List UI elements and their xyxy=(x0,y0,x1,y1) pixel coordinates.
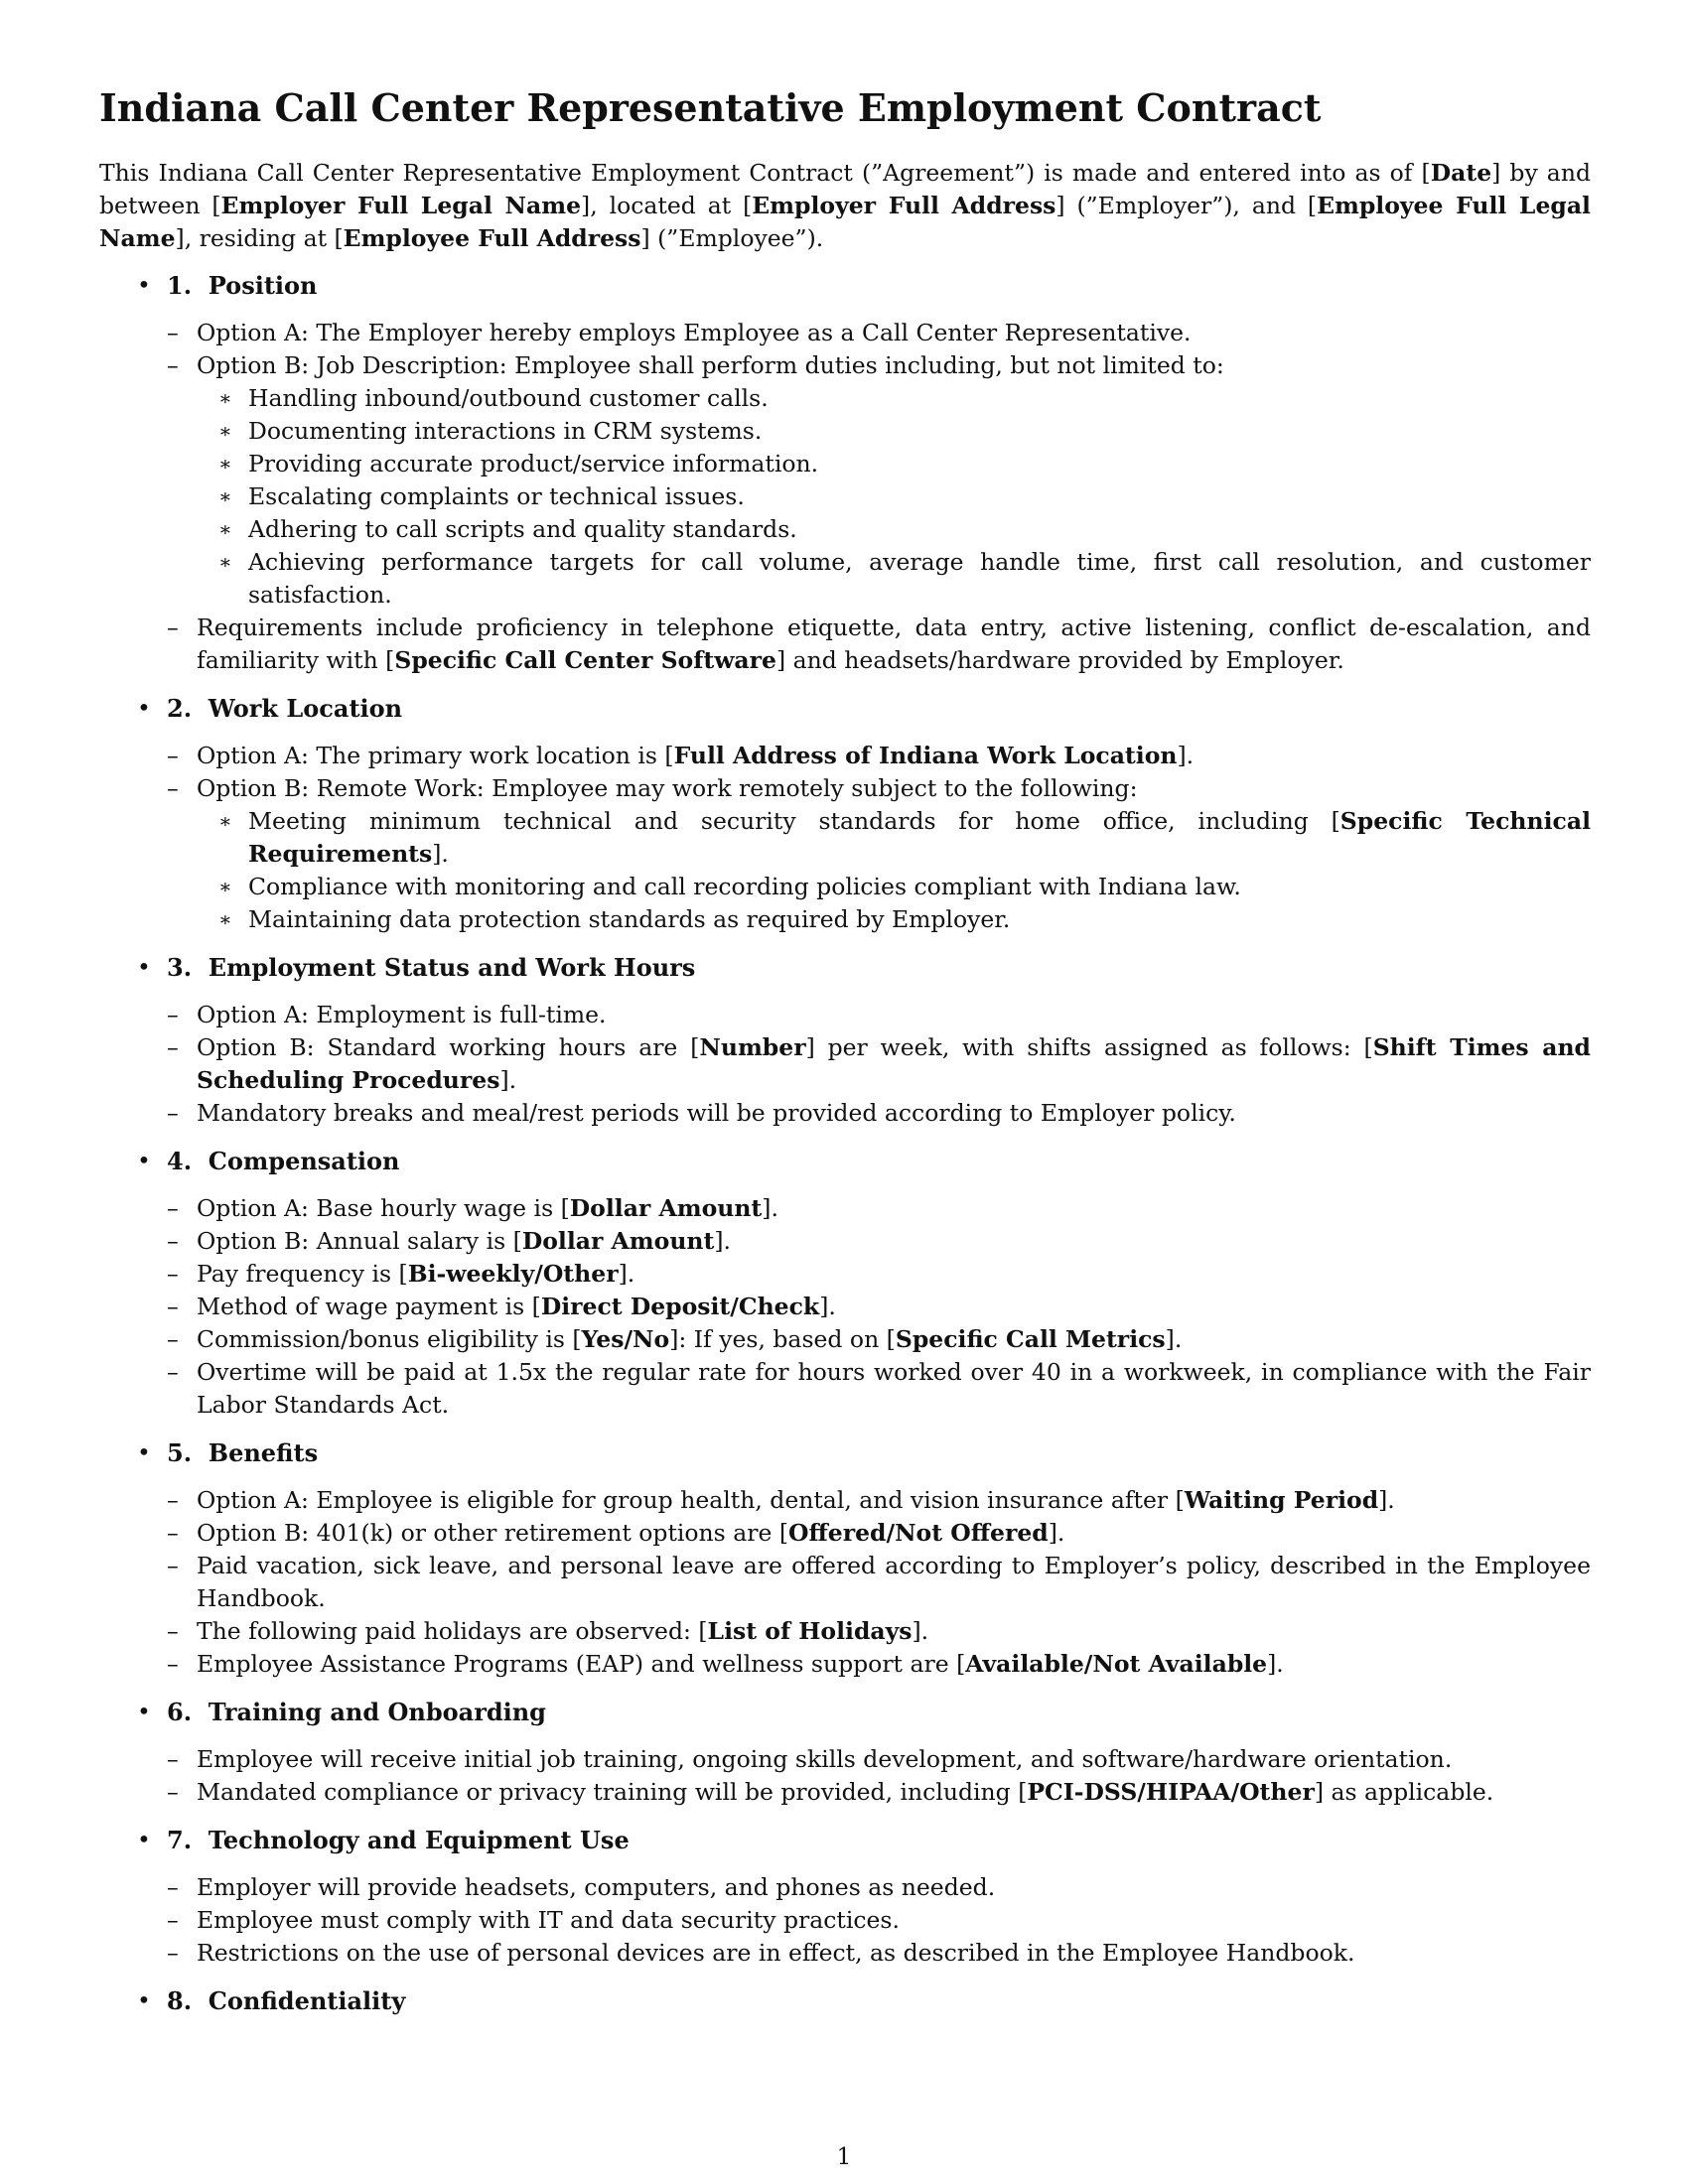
document-title: Indiana Call Center Representative Employment Contract xyxy=(99,85,1322,130)
dash-bullet-icon: – xyxy=(167,1000,179,1028)
section-5 xyxy=(99,1436,1591,1681)
section-2 xyxy=(99,692,1591,936)
placeholder-field: PCI-DSS/HIPAA/Other xyxy=(1027,1777,1315,1806)
dash-bullet-icon: – xyxy=(167,1292,179,1320)
sub-clause-item xyxy=(197,805,1591,871)
bullet-icon: • xyxy=(137,1697,151,1725)
clause-item xyxy=(167,1615,1591,1648)
section-heading xyxy=(167,1696,1591,1728)
section-7 xyxy=(99,1824,1591,1970)
clause-text xyxy=(197,740,1591,772)
text-run: ]. xyxy=(499,1065,517,1094)
placeholder-field: Waiting Period xyxy=(1184,1485,1379,1514)
sub-clause-list xyxy=(197,382,1591,612)
text-run: Option B: Remote Work: Employee may work remotely subject to the following: xyxy=(197,773,1138,802)
dash-bullet-icon: – xyxy=(167,741,179,769)
section-6 xyxy=(99,1696,1591,1809)
contract-page xyxy=(99,85,1591,2032)
dash-bullet-icon: – xyxy=(167,1259,179,1288)
bullet-icon: • xyxy=(137,1146,151,1174)
section-title: Work Location xyxy=(208,693,403,723)
dash-bullet-icon: – xyxy=(167,1485,179,1514)
sub-clause-text xyxy=(248,382,1591,415)
text-run: ] (”Employer”), and [ xyxy=(1055,191,1318,219)
sub-clause-text xyxy=(248,903,1591,936)
dash-bullet-icon: – xyxy=(167,1324,179,1353)
section-number: 8. xyxy=(167,1985,193,2015)
text-run: ]. xyxy=(1165,1324,1183,1353)
dash-bullet-icon: – xyxy=(167,1193,179,1222)
clause-item xyxy=(167,1937,1591,1970)
sub-clause-text xyxy=(248,448,1591,480)
section-number: 3. xyxy=(167,952,193,982)
clause-text xyxy=(197,1776,1591,1809)
clause-text xyxy=(197,349,1591,382)
sub-clause-text xyxy=(248,871,1591,903)
section-title: Technology and Equipment Use xyxy=(208,1825,630,1854)
bullet-icon: • xyxy=(137,1985,151,2014)
placeholder-field: Dollar Amount xyxy=(521,1226,715,1255)
section-number: 6. xyxy=(167,1697,193,1726)
asterisk-bullet-icon: ∗ xyxy=(218,483,232,508)
page-number: 1 xyxy=(836,2144,852,2170)
placeholder-field: Date xyxy=(1430,158,1492,187)
clause-item xyxy=(167,349,1591,612)
sub-clause-text xyxy=(248,546,1591,612)
text-run: Option A: Employment is full-time. xyxy=(197,1000,607,1028)
dash-bullet-icon: – xyxy=(167,613,179,641)
placeholder-field: Offered/Not Offered xyxy=(788,1518,1049,1547)
asterisk-bullet-icon: ∗ xyxy=(218,906,232,931)
dash-bullet-icon: – xyxy=(167,1649,179,1678)
text-run: ] by and between [ xyxy=(99,158,1591,219)
dash-bullet-icon: – xyxy=(167,1616,179,1645)
text-run: The following paid holidays are observed: [ xyxy=(197,1616,708,1645)
dash-bullet-icon: – xyxy=(167,1777,179,1806)
dash-bullet-icon: – xyxy=(167,350,179,379)
text-run: This Indiana Call Center Representative Employment Contract (”Agreement”) is made and entered into as of [ xyxy=(99,158,1431,187)
section-number: 5. xyxy=(167,1437,193,1467)
text-run: ], located at [ xyxy=(581,191,753,219)
section-heading xyxy=(167,269,1591,302)
section-1 xyxy=(99,269,1591,677)
dash-bullet-icon: – xyxy=(167,773,179,802)
text-run: ]. xyxy=(912,1616,929,1645)
section-heading xyxy=(167,1984,1591,2017)
asterisk-bullet-icon: ∗ xyxy=(218,549,232,574)
placeholder-field: Dollar Amount xyxy=(569,1193,763,1222)
text-run: Option A: Employee is eligible for group health, dental, and vision insurance after [ xyxy=(197,1485,1185,1514)
placeholder-field: Specific Call Center Software xyxy=(394,645,776,674)
dash-bullet-icon: – xyxy=(167,318,179,346)
text-run: Employee Assistance Programs (EAP) and wellness support are [ xyxy=(197,1649,966,1678)
section-3 xyxy=(99,951,1591,1130)
clause-text xyxy=(197,1743,1591,1776)
clause-list xyxy=(167,740,1591,936)
clause-text xyxy=(197,1225,1591,1258)
placeholder-field: Employer Full Address xyxy=(752,191,1056,219)
dash-bullet-icon: – xyxy=(167,1098,179,1127)
clause-list xyxy=(167,999,1591,1130)
placeholder-field: Employer Full Legal Name xyxy=(220,191,582,219)
clause-text xyxy=(197,1323,1591,1356)
section-title: Compensation xyxy=(208,1146,400,1175)
placeholder-field: Yes/No xyxy=(581,1324,670,1353)
section-number: 4. xyxy=(167,1146,193,1175)
text-run: Option B: Standard working hours are [ xyxy=(197,1032,700,1061)
dash-bullet-icon: – xyxy=(167,1226,179,1255)
text-run: ]. xyxy=(714,1226,731,1255)
placeholder-field: Shift Times and Scheduling Procedures xyxy=(197,1032,1591,1094)
clause-item xyxy=(167,740,1591,772)
text-run: Achieving performance targets for call volume, average handle time, first call resolution, and customer satisfaction. xyxy=(248,547,1591,609)
clause-item xyxy=(167,317,1591,349)
placeholder-field: Employee Full Legal Name xyxy=(99,191,1591,252)
text-run: Option B: 401(k) or other retirement options are [ xyxy=(197,1518,789,1547)
dash-bullet-icon: – xyxy=(167,1551,179,1579)
placeholder-field: Number xyxy=(699,1032,806,1061)
clause-list xyxy=(167,317,1591,677)
placeholder-field: Specific Call Metrics xyxy=(895,1324,1166,1353)
text-run: ] (”Employee”). xyxy=(640,223,824,252)
clause-text xyxy=(197,612,1591,677)
bullet-icon: • xyxy=(137,693,151,722)
text-run: Option B: Annual salary is [ xyxy=(197,1226,522,1255)
clause-item xyxy=(167,1904,1591,1937)
text-run: Pay frequency is [ xyxy=(197,1259,408,1288)
bullet-icon: • xyxy=(137,952,151,981)
intro-paragraph xyxy=(99,157,1591,255)
text-run: ]. xyxy=(819,1292,836,1320)
clause-item xyxy=(167,1743,1591,1776)
clause-text xyxy=(197,1615,1591,1648)
dash-bullet-icon: – xyxy=(167,1744,179,1773)
clause-item xyxy=(167,1550,1591,1615)
sub-clause-item xyxy=(197,871,1591,903)
clause-text xyxy=(197,1356,1591,1422)
text-run: Option B: Job Description: Employee shall perform duties including, but not limited to: xyxy=(197,350,1224,379)
text-run: Documenting interactions in CRM systems. xyxy=(248,416,763,445)
dash-bullet-icon: – xyxy=(167,1518,179,1547)
section-list xyxy=(99,269,1591,2017)
text-run: ]: If yes, based on [ xyxy=(669,1324,896,1353)
asterisk-bullet-icon: ∗ xyxy=(218,418,232,443)
clause-item xyxy=(167,1258,1591,1291)
placeholder-field: Full Address of Indiana Work Location xyxy=(673,741,1178,769)
text-run: Mandated compliance or privacy training will be provided, including [ xyxy=(197,1777,1028,1806)
sub-clause-text xyxy=(248,415,1591,448)
clause-item xyxy=(167,1648,1591,1681)
clause-list xyxy=(167,1192,1591,1422)
clause-item xyxy=(167,1484,1591,1517)
clause-item xyxy=(167,612,1591,677)
text-run: Adhering to call scripts and quality standards. xyxy=(248,514,797,543)
section-title: Benefits xyxy=(208,1437,319,1467)
dash-bullet-icon: – xyxy=(167,1905,179,1934)
text-run: Option A: Base hourly wage is [ xyxy=(197,1193,570,1222)
sub-clause-item xyxy=(197,448,1591,480)
clause-text xyxy=(197,1291,1591,1323)
section-heading xyxy=(167,1145,1591,1177)
asterisk-bullet-icon: ∗ xyxy=(218,808,232,833)
text-run: Paid vacation, sick leave, and personal leave are offered according to Employer’s policy, described in the Employee Handbook. xyxy=(197,1551,1591,1612)
clause-item xyxy=(167,999,1591,1031)
section-8 xyxy=(99,1984,1591,2017)
sub-clause-list xyxy=(197,805,1591,936)
clause-list xyxy=(167,1871,1591,1970)
sub-clause-text xyxy=(248,805,1591,871)
text-run: Restrictions on the use of personal devices are in effect, as described in the Employee Handbook. xyxy=(197,1938,1355,1967)
section-title: Position xyxy=(208,270,318,300)
clause-text xyxy=(197,317,1591,349)
sub-clause-item xyxy=(197,480,1591,513)
clause-item xyxy=(167,1192,1591,1225)
text-run: Employee must comply with IT and data security practices. xyxy=(197,1905,900,1934)
asterisk-bullet-icon: ∗ xyxy=(218,451,232,476)
sub-clause-item xyxy=(197,546,1591,612)
sub-clause-item xyxy=(197,513,1591,546)
placeholder-field: Direct Deposit/Check xyxy=(540,1292,820,1320)
clause-text xyxy=(197,1192,1591,1225)
asterisk-bullet-icon: ∗ xyxy=(218,385,232,410)
text-run: Method of wage payment is [ xyxy=(197,1292,541,1320)
text-run: ]. xyxy=(1267,1649,1284,1678)
clause-text xyxy=(197,1550,1591,1615)
text-run: Requirements include proficiency in telephone etiquette, data entry, active listening, conflict de-escalation, and familiarity with [ xyxy=(197,613,1591,674)
clause-item xyxy=(167,1291,1591,1323)
section-heading xyxy=(167,1436,1591,1469)
text-run: Employer will provide headsets, computers, and phones as needed. xyxy=(197,1872,996,1901)
clause-text xyxy=(197,1904,1591,1937)
text-run: ]. xyxy=(432,839,449,868)
text-run: ]. xyxy=(1048,1518,1065,1547)
section-title: Training and Onboarding xyxy=(208,1697,546,1726)
clause-text xyxy=(197,1031,1591,1097)
text-run: Commission/bonus eligibility is [ xyxy=(197,1324,582,1353)
text-run: Option A: The primary work location is [ xyxy=(197,741,674,769)
text-run: ]. xyxy=(618,1259,635,1288)
placeholder-field: Employee Full Address xyxy=(343,223,641,252)
clause-text xyxy=(197,1258,1591,1291)
placeholder-field: Bi-weekly/Other xyxy=(407,1259,619,1288)
bullet-icon: • xyxy=(137,1825,151,1853)
clause-item xyxy=(167,1871,1591,1904)
text-run: Maintaining data protection standards as required by Employer. xyxy=(248,904,1011,933)
clause-item xyxy=(167,1225,1591,1258)
text-run: Compliance with monitoring and call recording policies compliant with Indiana law. xyxy=(248,872,1241,900)
clause-item xyxy=(167,1356,1591,1422)
sub-clause-text xyxy=(248,513,1591,546)
sub-clause-item xyxy=(197,382,1591,415)
text-run: Handling inbound/outbound customer calls. xyxy=(248,383,769,412)
clause-item xyxy=(167,1776,1591,1809)
clause-item xyxy=(167,1323,1591,1356)
clause-item xyxy=(167,1097,1591,1130)
sub-clause-text xyxy=(248,480,1591,513)
text-run: Escalating complaints or technical issues. xyxy=(248,481,745,510)
text-run: Option A: The Employer hereby employs Employee as a Call Center Representative. xyxy=(197,318,1192,346)
placeholder-field: Specific Technical Requirements xyxy=(248,806,1591,868)
clause-item xyxy=(167,1031,1591,1097)
section-number: 1. xyxy=(167,270,193,300)
text-run: Mandatory breaks and meal/rest periods will be provided according to Employer policy. xyxy=(197,1098,1236,1127)
placeholder-field: List of Holidays xyxy=(707,1616,913,1645)
dash-bullet-icon: – xyxy=(167,1357,179,1386)
dash-bullet-icon: – xyxy=(167,1032,179,1061)
text-run: Meeting minimum technical and security standards for home office, including [ xyxy=(248,806,1340,835)
placeholder-field: Available/Not Available xyxy=(965,1649,1268,1678)
dash-bullet-icon: – xyxy=(167,1872,179,1901)
text-run: ]. xyxy=(1177,741,1195,769)
section-heading xyxy=(167,1824,1591,1856)
section-title: Employment Status and Work Hours xyxy=(208,952,696,982)
section-heading xyxy=(167,951,1591,984)
text-run: Providing accurate product/service information. xyxy=(248,449,819,478)
text-run: ] as applicable. xyxy=(1314,1777,1494,1806)
dash-bullet-icon: – xyxy=(167,1938,179,1967)
section-title: Confidentiality xyxy=(208,1985,406,2015)
text-run: ] per week, with shifts assigned as follows: [ xyxy=(805,1032,1373,1061)
clause-list xyxy=(167,1484,1591,1681)
clause-text xyxy=(197,999,1591,1031)
section-4 xyxy=(99,1145,1591,1422)
clause-text xyxy=(197,1648,1591,1681)
clause-text xyxy=(197,1937,1591,1970)
section-number: 7. xyxy=(167,1825,193,1854)
clause-text xyxy=(197,1517,1591,1550)
clause-text xyxy=(197,1097,1591,1130)
clause-text xyxy=(197,772,1591,805)
text-run: Overtime will be paid at 1.5x the regular rate for hours worked over 40 in a workweek, in compliance with the Fair Labor Standards Act. xyxy=(197,1357,1591,1419)
text-run: ], residing at [ xyxy=(175,223,344,252)
section-heading xyxy=(167,692,1591,725)
clause-item xyxy=(167,1517,1591,1550)
clause-text xyxy=(197,1484,1591,1517)
clause-item xyxy=(167,772,1591,936)
sub-clause-item xyxy=(197,415,1591,448)
sub-clause-item xyxy=(197,903,1591,936)
text-run: Employee will receive initial job training, ongoing skills development, and software/hardware orientation. xyxy=(197,1744,1453,1773)
text-run: ]. xyxy=(762,1193,778,1222)
section-number: 2. xyxy=(167,693,193,723)
asterisk-bullet-icon: ∗ xyxy=(218,874,232,898)
text-run: ] and headsets/hardware provided by Employer. xyxy=(775,645,1344,674)
text-run: ]. xyxy=(1378,1485,1395,1514)
bullet-icon: • xyxy=(137,1437,151,1466)
asterisk-bullet-icon: ∗ xyxy=(218,516,232,541)
clause-list xyxy=(167,1743,1591,1809)
clause-text xyxy=(197,1871,1591,1904)
bullet-icon: • xyxy=(137,270,151,299)
